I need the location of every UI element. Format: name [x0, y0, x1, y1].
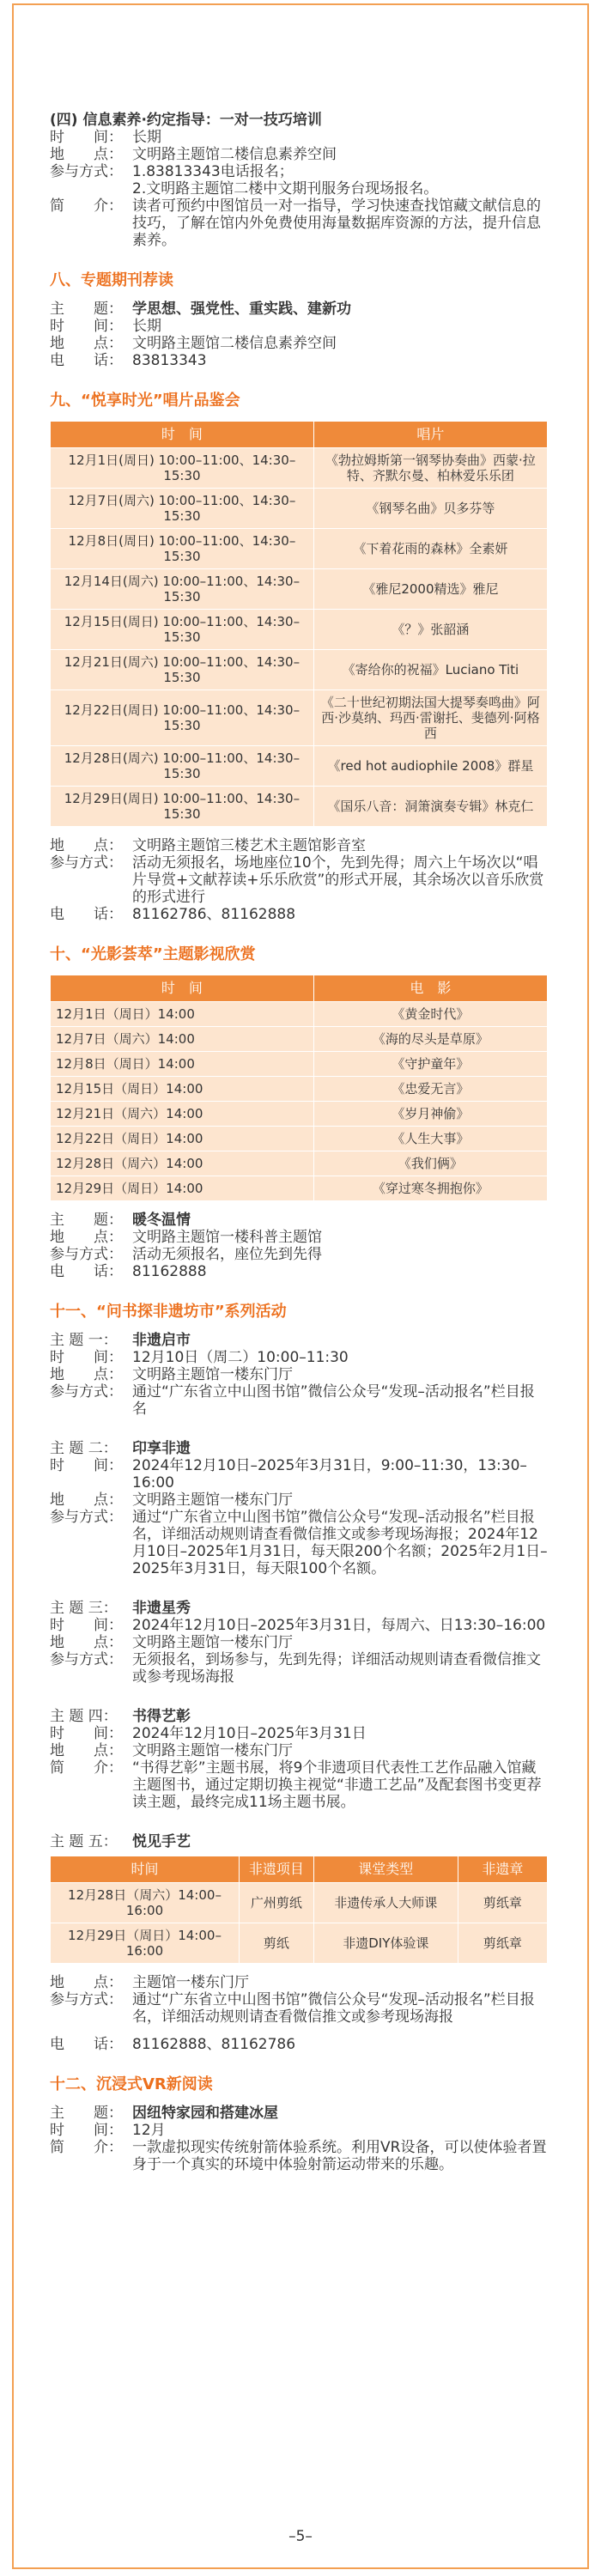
table-row: 12月15日（周日）14:00 《忠爱无言》 — [51, 1077, 548, 1102]
section-title-vr: 十二、沉浸式VR新阅读 — [50, 2075, 213, 2093]
table-row: 12月1日（周日）14:00 《黄金时代》 — [51, 1002, 548, 1027]
section-title-films: 十、“光影荟萃”主题影视欣赏 — [50, 945, 256, 963]
heritage-theme-2-time: 时 间： 2024年12月10日–2025年3月31日，9:00–11:30，13:30–16:00 — [50, 1457, 527, 1492]
craft-table — [50, 1856, 548, 1964]
info-method-row-2: 2.文明路主题馆二楼中文期刊服务台现场报名。 — [132, 180, 439, 197]
table-row: 12月28日（周六）14:00 《我们俩》 — [51, 1151, 548, 1176]
records-method-row: 参与方式： 活动无须报名，场地座位10个，先到先得；周六上午场次以“唱片导赏+文献荐读+乐乐欣赏”的形式开展，其余场次以音乐欣赏的形式进行 — [50, 854, 544, 906]
table-row: 12月29日(周日) 10:00–11:00、14:30–15:30 《国乐八音：洞箫演奏专辑》林克仁 — [51, 787, 548, 827]
records-place-row: 地 点： 文明路主题馆三楼艺术主题馆影音室 — [50, 837, 366, 854]
films-phone-row: 电 话： 81162888 — [50, 1263, 207, 1280]
heritage-theme-3-time: 时 间： 2024年12月10日–2025年3月31日，每周六、日13:30–16:00 — [50, 1617, 546, 1634]
heritage-theme-1-time: 时 间： 12月10日（周二）10:00–11:30 — [50, 1349, 349, 1366]
heritage-theme-2-place: 地 点： 文明路主题馆一楼东门厅 — [50, 1492, 293, 1509]
periodicals-time-row: 时 间： 长期 — [50, 318, 161, 335]
heritage-theme-3-place: 地 点： 文明路主题馆一楼东门厅 — [50, 1634, 293, 1651]
craft-table-header: 时间 非遗项目 课堂类型 非遗章 — [51, 1856, 548, 1883]
heritage-theme-1-place: 地 点： 文明路主题馆一楼东门厅 — [50, 1366, 293, 1383]
films-method-row: 参与方式： 活动无须报名，座位先到先得 — [50, 1246, 322, 1263]
heritage-theme-4-row: 主 题 四： 书得艺彰 — [50, 1708, 191, 1725]
films-place-row: 地 点： 文明路主题馆一楼科普主题馆 — [50, 1229, 322, 1246]
table-row: 12月15日(周日) 10:00–11:00、14:30–15:30 《？》张韶涵 — [51, 610, 548, 650]
films-table-header: 时 间 电 影 — [51, 975, 548, 1002]
records-phone-row: 电 话： 81162786、81162888 — [50, 906, 296, 923]
section-title-periodicals: 八、专题期刊荐读 — [50, 271, 173, 289]
periodicals-phone-row: 电 话： 83813343 — [50, 352, 207, 369]
periodicals-place-row: 地 点： 文明路主题馆二楼信息素养空间 — [50, 335, 337, 352]
table-row: 12月1日(周日) 10:00–11:00、14:30–15:30 《勃拉姆斯第一钢琴协奏曲》西蒙·拉特、齐默尔曼、柏林爱乐乐团 — [51, 448, 548, 489]
heritage-theme-3-method: 参与方式： 无须报名，到场参与，先到先得；详细活动规则请查看微信推文或参考现场海报 — [50, 1651, 541, 1686]
vr-intro-row: 简 介： 一款虚拟现实传统射箭体验系统。利用VR设备，可以使体验者置身于一个真实的环境中体验射箭运动带来的乐趣。 — [50, 2139, 547, 2173]
table-row: 12月22日（周日）14:00 《人生大事》 — [51, 1127, 548, 1151]
info-intro-row: 简 介： 读者可预约中图馆员一对一指导，学习快速查找馆藏文献信息的技巧，了解在馆内外免费使用海量数据库资源的方法，提升信息素养。 — [50, 197, 541, 249]
vr-time-row: 时 间： 12月 — [50, 2122, 166, 2139]
heritage-theme-3-row: 主 题 三： 非遗星秀 — [50, 1600, 191, 1617]
table-row: 12月14日(周六) 10:00–11:00、14:30–15:30 《雅尼2000精选》雅尼 — [51, 569, 548, 610]
heritage-theme-4-intro: 简 介： “书得艺彰”主题书展，将9个非遗项目代表性工艺作品融入馆藏主题图书，通过定期切换主视觉“非遗工艺品”及配套图书变更荐读主题，最终完成11场主题书展。 — [50, 1759, 542, 1811]
table-row: 12月7日（周六）14:00 《海的尽头是草原》 — [51, 1027, 548, 1052]
heritage-theme-5-place: 地 点： 主题馆一楼东门厅 — [50, 1974, 249, 1991]
table-row: 12月21日（周六）14:00 《岁月神偷》 — [51, 1102, 548, 1127]
table-row: 12月29日（周日）14:00–16:00 剪纸 非遗DIY体验课 剪纸章 — [51, 1923, 548, 1964]
info-method-row: 参与方式： 1.83813343电话报名； — [50, 163, 294, 180]
records-table — [50, 421, 548, 827]
subsection-title-info-literacy: (四) 信息素养·约定指导：一对一技巧培训 — [50, 112, 322, 129]
heritage-phone-row: 电 话： 81162888、81162786 — [50, 2036, 296, 2053]
records-table-header: 时 间 唱片 — [51, 422, 548, 448]
section-title-heritage: 十一、“问书探非遗坊市”系列活动 — [50, 1303, 287, 1321]
table-row: 12月21日(周六) 10:00–11:00、14:30–15:30 《寄给你的祝福》Luciano Titi — [51, 650, 548, 690]
vr-theme-row: 主 题： 因纽特家园和搭建冰屋 — [50, 2105, 278, 2122]
heritage-theme-5-row: 主 题 五： 悦见手艺 — [50, 1833, 191, 1850]
heritage-theme-2-row: 主 题 二： 印享非遗 — [50, 1440, 191, 1457]
heritage-theme-4-place: 地 点： 文明路主题馆一楼东门厅 — [50, 1742, 293, 1759]
table-row: 12月7日(周六) 10:00–11:00、14:30–15:30 《钢琴名曲》贝多芬等 — [51, 489, 548, 529]
table-row: 12月22日(周日) 10:00–11:00、14:30–15:30 《二十世纪初期法国大提琴奏鸣曲》阿西·沙莫纳、玛西·雷谢托、斐德列·阿格西 — [51, 690, 548, 746]
heritage-theme-5-method: 参与方式： 通过“广东省立中山图书馆”微信公众号“发现–活动报名”栏目报名，详细活动规则请查看微信推文或参考现场海报 — [50, 1991, 535, 2026]
section-title-records: 九、“悦享时光”唱片品鉴会 — [50, 392, 240, 410]
films-theme-row: 主 题： 暖冬温情 — [50, 1212, 191, 1229]
table-row: 12月8日(周日) 10:00–11:00、14:30–15:30 《下着花雨的森林》全素妍 — [51, 529, 548, 569]
periodicals-theme-row: 主 题： 学思想、强党性、重实践、建新功 — [50, 301, 351, 318]
heritage-theme-2-method: 参与方式： 通过“广东省立中山图书馆”微信公众号“发现–活动报名”栏目报名，详细活动规则请查看微信推文或参考现场海报；2024年12月10日–2025年1月31日，每天限200个名额；2025年2月1日–2025年3月31日，每天限100个名额。 — [50, 1509, 548, 1577]
heritage-theme-4-time: 时 间： 2024年12月10日–2025年3月31日 — [50, 1725, 367, 1742]
table-row: 12月29日（周日）14:00 《穿过寒冬拥抱你》 — [51, 1176, 548, 1201]
info-place-row: 地 点： 文明路主题馆二楼信息素养空间 — [50, 146, 337, 163]
table-row: 12月28日（周六）14:00–16:00 广州剪纸 非遗传承人大师课 剪纸章 — [51, 1883, 548, 1923]
page-content — [50, 112, 548, 2173]
info-time-row: 时 间： 长期 — [50, 129, 161, 146]
heritage-theme-1-row: 主 题 一： 非遗启市 — [50, 1332, 191, 1349]
heritage-theme-1-method: 参与方式： 通过“广东省立中山图书馆”微信公众号“发现–活动报名”栏目报名 — [50, 1383, 535, 1418]
films-table — [50, 975, 548, 1201]
table-row: 12月8日（周日）14:00 《守护童年》 — [51, 1052, 548, 1077]
page-number: –5– — [288, 2528, 313, 2545]
table-row: 12月28日(周六) 10:00–11:00、14:30–15:30 《red hot audiophile 2008》群星 — [51, 746, 548, 787]
